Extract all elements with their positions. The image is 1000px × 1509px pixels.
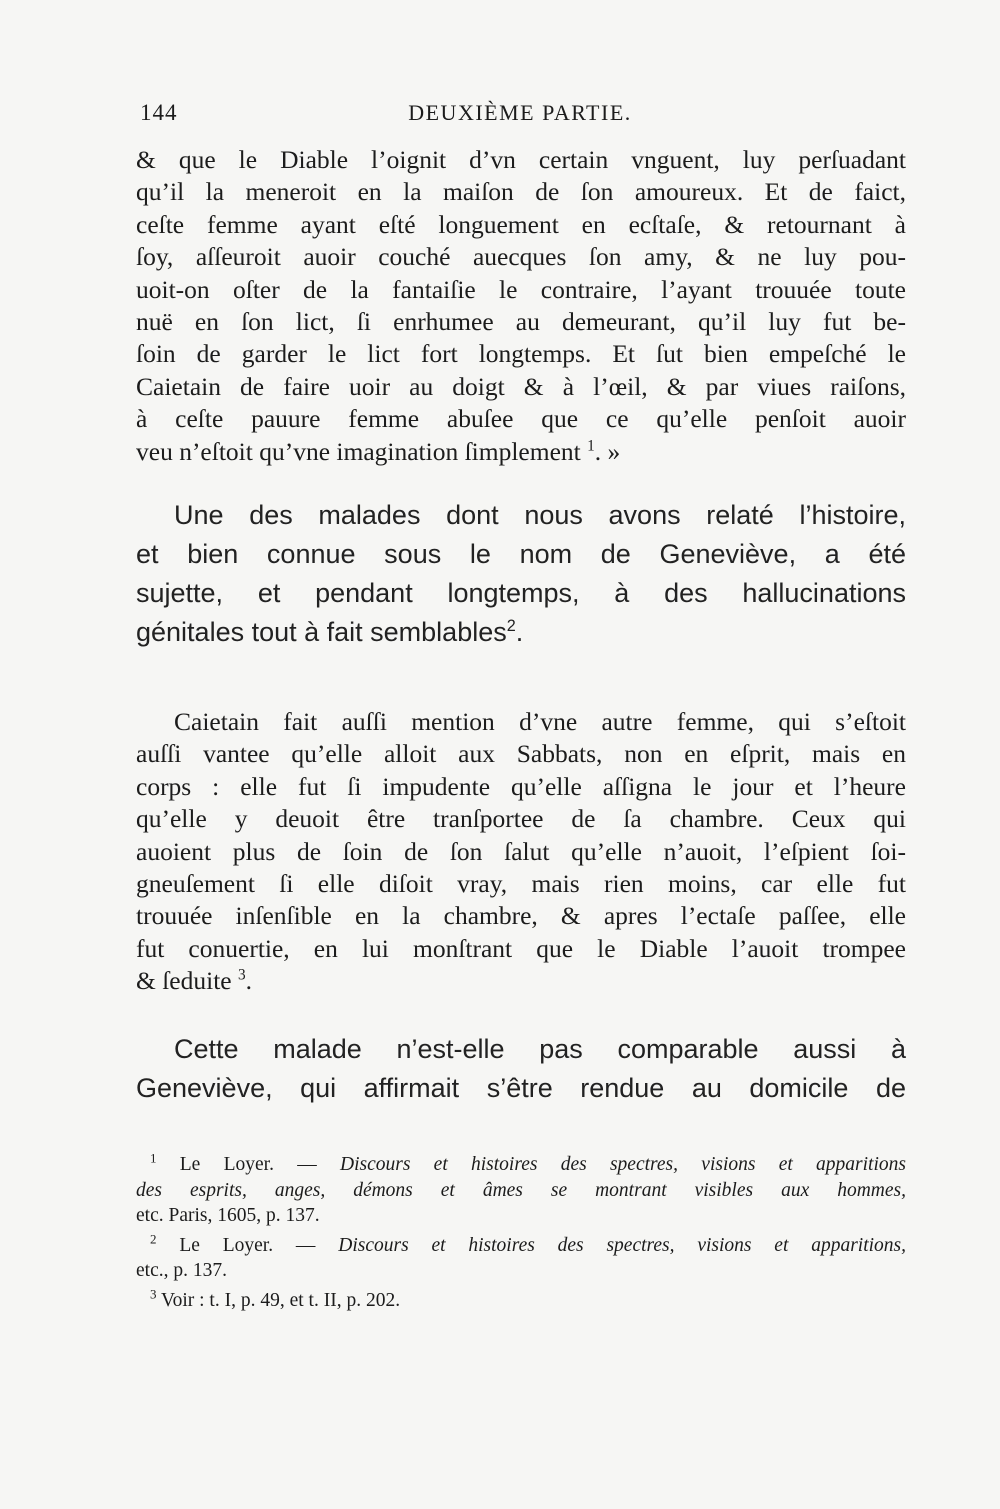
quote-line: corps : elle fut ſi impudente qu’elle aſſigna le jour et l’heure (136, 771, 906, 801)
quote-line-last (136, 436, 906, 468)
paragraph-line: Une des malades dont nous avons relaté l’histoire, (174, 500, 906, 530)
paragraph-line: et bien connue sous le nom de Geneviève, a été (136, 539, 906, 569)
quote-line: ſoy, aſſeuroit auoir couché auecques ſon amy, & ne luy pou- (136, 242, 906, 272)
quote-line: auſſi vantee qu’elle alloit aux Sabbats, non en eſprit, mais en (136, 739, 906, 769)
quote-line-last (136, 965, 906, 997)
footnote-line (136, 1233, 906, 1259)
quotation-block-2 (136, 706, 906, 998)
quote-line: qu’elle y deuoit être tranſportee de ſa chambre. Ceux qui (136, 804, 906, 834)
footnote-rest: etc., p. 137. (136, 1260, 227, 1281)
footnote-title: Discours et histoires des spectres, visions et apparitions (339, 1154, 906, 1175)
footnote-title-line: des esprits, anges, démons et âmes se montrant visibles aux hommes, (136, 1179, 906, 1201)
quote-line: ceſte femme ayant eſté longuement en ecſtaſe, & retournant à (136, 209, 906, 239)
quote-line: uoit-on oſter de la fantaiſie le contraire, l’ayant trouuée toute (136, 274, 906, 304)
page-header (140, 100, 900, 136)
footnote-title: Discours et histoires des spectres, visions et apparitions, (338, 1234, 907, 1256)
footnote-ref: 1 (587, 437, 595, 455)
footnote-ref: 2 (506, 617, 516, 635)
quote-text: & ſeduite (136, 966, 232, 996)
footnote-2 (136, 1233, 906, 1284)
footnote-ref: 3 (237, 966, 246, 984)
footnote-mark: 2 (150, 1231, 157, 1246)
quote-line: Caietain fait auſſi mention d’vne autre femme, qui s’eſtoit (174, 707, 906, 736)
footnotes (136, 1152, 906, 1317)
quotation-block-1 (136, 144, 906, 468)
main-paragraph-2 (136, 1030, 906, 1108)
footnote-author: Le Loyer. — (179, 1154, 317, 1175)
quote-tail: . (245, 966, 253, 996)
quote-line: gneuſement ſi elle diſoit vray, mais rien moins, car elle fut (136, 869, 906, 899)
footnote-1 (136, 1152, 906, 1229)
footnote-mark: 1 (150, 1150, 157, 1166)
paragraph-tail: . (515, 617, 524, 647)
footnote-3 (136, 1288, 906, 1314)
quote-tail: . » (594, 436, 621, 466)
running-head: DEUXIÈME PARTIE. (408, 100, 632, 125)
quote-line: ſoin de garder le lict fort longtemps. Et ſut bien empeſché le (136, 339, 906, 369)
paragraph-line-last (136, 613, 906, 652)
quote-line: nuë en ſon lict, ſi enrhumee au demeurant, qu’il luy fut be- (136, 307, 906, 337)
paragraph-line: Cette malade n’est-elle pas comparable aussi à (174, 1034, 906, 1064)
paragraph-text: génitales tout à fait semblables (136, 617, 507, 647)
quote-line: trouuée inſenſible en la chambre, & apres l’ectaſe paſſee, elle (136, 901, 906, 931)
quote-line: fut conuertie, en lui monſtrant que le Diable l’auoit trompee (136, 933, 906, 963)
quote-line: & que le Diable l’oignit d’vn certain vnguent, luy perſuadant (136, 145, 906, 174)
quote-text: veu n’eſtoit qu’vne imagination ſimplement (136, 436, 581, 466)
footnote-author: Le Loyer. — (179, 1234, 316, 1256)
footnote-rest: etc. Paris, 1605, p. 137. (136, 1205, 320, 1226)
page-number: 144 (140, 100, 178, 125)
footnote-line (136, 1152, 906, 1178)
footnote-line (136, 1288, 906, 1314)
quote-line: à ceſte pauure femme abuſee que ce qu’elle penſoit auoir (136, 404, 906, 434)
paragraph-line: sujette, et pendant longtemps, à des hallucinations (136, 578, 906, 608)
main-paragraph-1 (136, 496, 906, 652)
quote-line: auoient plus de ſoin de ſon ſalut qu’elle n’auoit, l’eſpient ſoi- (136, 836, 906, 866)
quote-line: Caietain de faire uoir au doigt & à l’œil, & par viues raiſons, (136, 371, 906, 401)
quote-line: qu’il la meneroit en la maiſon de ſon amoureux. Et de faict, (136, 177, 906, 207)
paragraph-line: Geneviève, qui affirmait s’être rendue au domicile de (136, 1073, 906, 1103)
footnote-mark: 3 (150, 1286, 157, 1301)
footnote-text: Voir : t. I, p. 49, et t. II, p. 202. (161, 1289, 401, 1311)
